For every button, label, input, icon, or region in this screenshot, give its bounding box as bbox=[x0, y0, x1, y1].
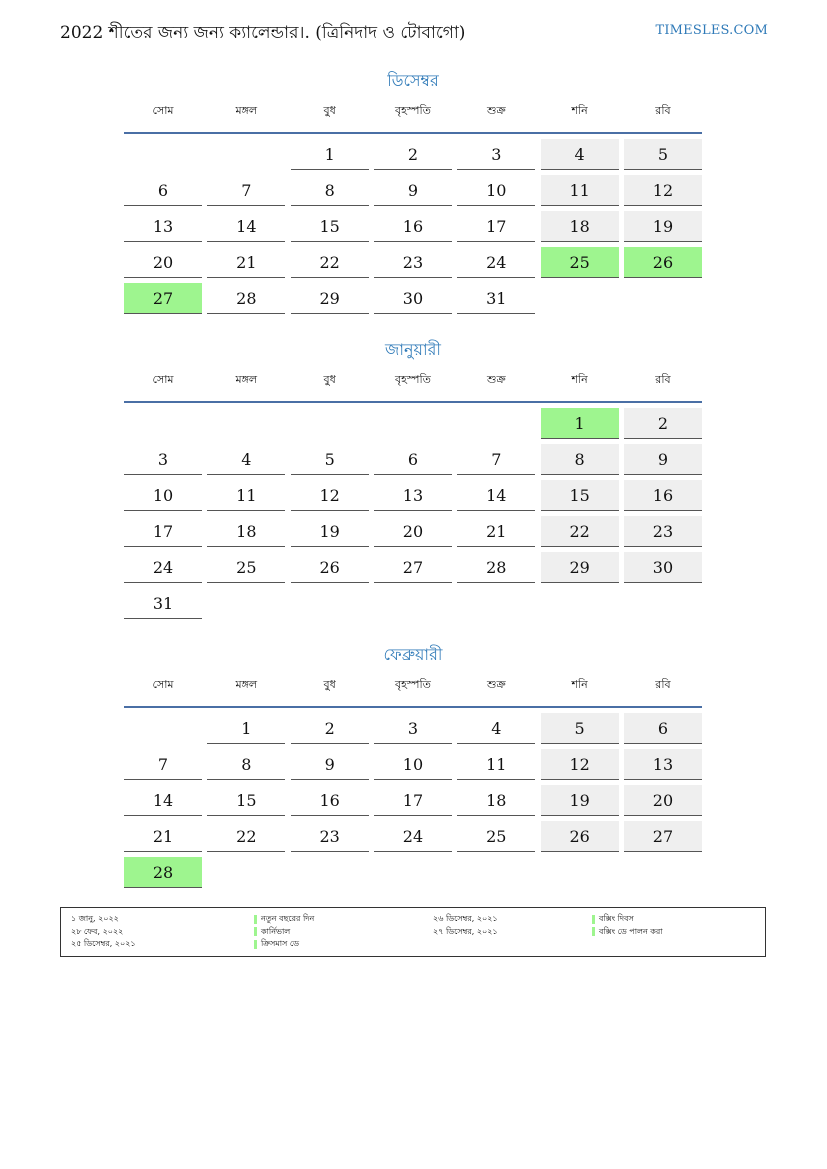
day-cell: 4 bbox=[457, 713, 535, 744]
week-row bbox=[124, 246, 702, 282]
week-row bbox=[124, 174, 702, 210]
empty-day-cell bbox=[207, 408, 285, 439]
holiday-legend bbox=[60, 907, 766, 957]
weekday-label: মঙ্গল bbox=[235, 678, 258, 691]
day-cell: 3 bbox=[374, 713, 452, 744]
legend-date: ২৬ ডিসেম্বর, ২০২১ bbox=[433, 914, 498, 923]
month-title: ফেব্রুয়ারী bbox=[383, 645, 443, 664]
day-cell: 30 bbox=[624, 552, 702, 583]
weekday-label: শুক্র bbox=[486, 373, 506, 386]
day-cell: 3 bbox=[457, 139, 535, 170]
day-cell: 5 bbox=[291, 444, 369, 475]
legend-holiday-item bbox=[592, 913, 663, 926]
day-cell: 26 bbox=[291, 552, 369, 583]
day-cell: 18 bbox=[457, 785, 535, 816]
empty-day-cell bbox=[374, 588, 452, 619]
month-calendar bbox=[124, 68, 702, 318]
day-cell: 27 bbox=[374, 552, 452, 583]
day-cell: 15 bbox=[207, 785, 285, 816]
day-cell: 18 bbox=[541, 211, 619, 242]
holiday-day-cell: 25 bbox=[541, 247, 619, 278]
day-cell: 8 bbox=[207, 749, 285, 780]
legend-holiday-item bbox=[254, 938, 314, 951]
day-cell: 17 bbox=[374, 785, 452, 816]
day-cell: 16 bbox=[291, 785, 369, 816]
weekday-header-row bbox=[124, 94, 702, 134]
holiday-day-cell: 27 bbox=[124, 283, 202, 314]
weekday-label: রবি bbox=[655, 678, 671, 691]
legend-holiday-name: বক্সিং ডে পালন করা bbox=[599, 926, 663, 936]
weeks-grid bbox=[124, 403, 702, 623]
day-cell: 11 bbox=[207, 480, 285, 511]
week-row bbox=[124, 443, 702, 479]
page-header bbox=[60, 18, 768, 46]
day-cell: 6 bbox=[124, 175, 202, 206]
week-row bbox=[124, 407, 702, 443]
day-cell: 5 bbox=[624, 139, 702, 170]
month-title: ডিসেম্বর bbox=[387, 71, 439, 90]
day-cell: 10 bbox=[457, 175, 535, 206]
legend-date: ২৫ ডিসেম্বর, ২০২১ bbox=[71, 939, 136, 948]
week-row bbox=[124, 820, 702, 856]
day-cell: 30 bbox=[374, 283, 452, 314]
holiday-color-marker bbox=[254, 940, 257, 949]
day-cell: 24 bbox=[124, 552, 202, 583]
day-cell: 13 bbox=[374, 480, 452, 511]
day-cell: 6 bbox=[624, 713, 702, 744]
day-cell: 24 bbox=[457, 247, 535, 278]
day-cell: 10 bbox=[124, 480, 202, 511]
legend-holiday-item bbox=[254, 926, 314, 939]
day-cell: 20 bbox=[124, 247, 202, 278]
empty-day-cell bbox=[457, 588, 535, 619]
day-cell: 21 bbox=[207, 247, 285, 278]
weekday-label: মঙ্গল bbox=[235, 104, 258, 117]
day-cell: 22 bbox=[541, 516, 619, 547]
day-cell: 28 bbox=[207, 283, 285, 314]
weekday-label: সোম bbox=[152, 678, 174, 691]
week-row bbox=[124, 282, 702, 318]
day-cell: 4 bbox=[207, 444, 285, 475]
day-cell: 16 bbox=[624, 480, 702, 511]
legend-date: ২৮ ফেব, ২০২২ bbox=[71, 926, 124, 936]
holiday-color-marker bbox=[254, 927, 257, 936]
legend-date: ১ জানু, ২০২২ bbox=[71, 914, 119, 923]
legend-dates-column bbox=[433, 913, 498, 938]
day-cell: 15 bbox=[541, 480, 619, 511]
weekday-label: শনি bbox=[571, 104, 588, 117]
day-cell: 20 bbox=[624, 785, 702, 816]
weekday-label: শুক্র bbox=[486, 104, 506, 117]
day-cell: 12 bbox=[624, 175, 702, 206]
day-cell: 16 bbox=[374, 211, 452, 242]
day-cell: 12 bbox=[541, 749, 619, 780]
weekday-label: বুধ bbox=[323, 104, 336, 117]
legend-holiday-item bbox=[254, 913, 314, 926]
empty-day-cell bbox=[124, 139, 202, 170]
month-calendar bbox=[124, 642, 702, 892]
week-row bbox=[124, 712, 702, 748]
weekday-label: বুধ bbox=[323, 373, 336, 386]
empty-day-cell bbox=[124, 713, 202, 744]
empty-day-cell bbox=[624, 857, 702, 888]
week-row bbox=[124, 551, 702, 587]
legend-holiday-name: ক্রিসমাস ডে bbox=[261, 939, 299, 948]
holiday-day-cell: 28 bbox=[124, 857, 202, 888]
day-cell: 31 bbox=[124, 588, 202, 619]
month-title: জানুয়ারী bbox=[385, 340, 441, 359]
empty-day-cell bbox=[541, 588, 619, 619]
day-cell: 1 bbox=[291, 139, 369, 170]
day-cell: 19 bbox=[624, 211, 702, 242]
day-cell: 2 bbox=[291, 713, 369, 744]
month-calendar bbox=[124, 337, 702, 623]
empty-day-cell bbox=[124, 408, 202, 439]
day-cell: 21 bbox=[457, 516, 535, 547]
empty-day-cell bbox=[374, 857, 452, 888]
day-cell: 23 bbox=[374, 247, 452, 278]
day-cell: 23 bbox=[624, 516, 702, 547]
day-cell: 29 bbox=[541, 552, 619, 583]
weekday-label: শনি bbox=[571, 678, 588, 691]
legend-dates-column bbox=[71, 913, 136, 951]
week-row bbox=[124, 210, 702, 246]
legend-names-column bbox=[254, 913, 314, 951]
week-row bbox=[124, 515, 702, 551]
day-cell: 18 bbox=[207, 516, 285, 547]
empty-day-cell bbox=[457, 857, 535, 888]
day-cell: 2 bbox=[374, 139, 452, 170]
day-cell: 17 bbox=[124, 516, 202, 547]
day-cell: 2 bbox=[624, 408, 702, 439]
day-cell: 11 bbox=[541, 175, 619, 206]
empty-day-cell bbox=[291, 588, 369, 619]
empty-day-cell bbox=[291, 857, 369, 888]
week-row bbox=[124, 479, 702, 515]
legend-holiday-name: কার্নিভাল bbox=[261, 926, 291, 936]
day-cell: 10 bbox=[374, 749, 452, 780]
empty-day-cell bbox=[541, 857, 619, 888]
day-cell: 13 bbox=[624, 749, 702, 780]
empty-day-cell bbox=[624, 283, 702, 314]
empty-day-cell bbox=[457, 408, 535, 439]
day-cell: 23 bbox=[291, 821, 369, 852]
week-row bbox=[124, 784, 702, 820]
day-cell: 1 bbox=[207, 713, 285, 744]
empty-day-cell bbox=[541, 283, 619, 314]
legend-names-column bbox=[592, 913, 663, 938]
day-cell: 14 bbox=[457, 480, 535, 511]
weekday-label: বৃহস্পতি bbox=[395, 104, 431, 117]
legend-holiday-name: বক্সিং দিবস bbox=[599, 914, 634, 923]
day-cell: 5 bbox=[541, 713, 619, 744]
weekday-header-row bbox=[124, 668, 702, 708]
day-cell: 19 bbox=[291, 516, 369, 547]
weekday-label: বুধ bbox=[323, 678, 336, 691]
day-cell: 31 bbox=[457, 283, 535, 314]
empty-day-cell bbox=[624, 588, 702, 619]
empty-day-cell bbox=[374, 408, 452, 439]
day-cell: 27 bbox=[624, 821, 702, 852]
holiday-color-marker bbox=[592, 915, 595, 924]
weekday-label: সোম bbox=[152, 373, 174, 386]
day-cell: 24 bbox=[374, 821, 452, 852]
week-row bbox=[124, 138, 702, 174]
weekday-label: বৃহস্পতি bbox=[395, 373, 431, 386]
day-cell: 14 bbox=[207, 211, 285, 242]
day-cell: 17 bbox=[457, 211, 535, 242]
legend-date: ২৭ ডিসেম্বর, ২০২১ bbox=[433, 926, 498, 936]
page-title: 2022 শীতের জন্য জন্য ক্যালেন্ডার।. (ত্রিনিদাদ ও টোবাগো) bbox=[60, 23, 466, 43]
legend-holiday-item bbox=[592, 926, 663, 939]
day-cell: 15 bbox=[291, 211, 369, 242]
holiday-day-cell: 1 bbox=[541, 408, 619, 439]
day-cell: 25 bbox=[457, 821, 535, 852]
day-cell: 3 bbox=[124, 444, 202, 475]
day-cell: 9 bbox=[291, 749, 369, 780]
day-cell: 11 bbox=[457, 749, 535, 780]
weekday-label: শনি bbox=[571, 373, 588, 386]
day-cell: 19 bbox=[541, 785, 619, 816]
day-cell: 12 bbox=[291, 480, 369, 511]
legend-holiday-name: নতুন বছরের দিন bbox=[261, 914, 315, 923]
weekday-label: মঙ্গল bbox=[235, 373, 258, 386]
weekday-label: শুক্র bbox=[486, 678, 506, 691]
weeks-grid bbox=[124, 134, 702, 318]
week-row bbox=[124, 856, 702, 892]
day-cell: 21 bbox=[124, 821, 202, 852]
day-cell: 4 bbox=[541, 139, 619, 170]
holiday-color-marker bbox=[254, 915, 257, 924]
day-cell: 7 bbox=[124, 749, 202, 780]
site-link[interactable]: TIMESLES.COM bbox=[655, 23, 768, 38]
day-cell: 22 bbox=[291, 247, 369, 278]
week-row bbox=[124, 748, 702, 784]
empty-day-cell bbox=[207, 588, 285, 619]
empty-day-cell bbox=[291, 408, 369, 439]
day-cell: 7 bbox=[457, 444, 535, 475]
day-cell: 20 bbox=[374, 516, 452, 547]
day-cell: 9 bbox=[624, 444, 702, 475]
day-cell: 14 bbox=[124, 785, 202, 816]
weekday-label: সোম bbox=[152, 104, 174, 117]
empty-day-cell bbox=[207, 857, 285, 888]
day-cell: 7 bbox=[207, 175, 285, 206]
day-cell: 28 bbox=[457, 552, 535, 583]
weeks-grid bbox=[124, 708, 702, 892]
weekday-label: রবি bbox=[655, 104, 671, 117]
weekday-header-row bbox=[124, 363, 702, 403]
day-cell: 9 bbox=[374, 175, 452, 206]
holiday-color-marker bbox=[592, 927, 595, 936]
weekday-label: রবি bbox=[655, 373, 671, 386]
day-cell: 13 bbox=[124, 211, 202, 242]
week-row bbox=[124, 587, 702, 623]
day-cell: 22 bbox=[207, 821, 285, 852]
day-cell: 25 bbox=[207, 552, 285, 583]
day-cell: 8 bbox=[291, 175, 369, 206]
day-cell: 8 bbox=[541, 444, 619, 475]
day-cell: 6 bbox=[374, 444, 452, 475]
day-cell: 26 bbox=[541, 821, 619, 852]
holiday-day-cell: 26 bbox=[624, 247, 702, 278]
empty-day-cell bbox=[207, 139, 285, 170]
weekday-label: বৃহস্পতি bbox=[395, 678, 431, 691]
day-cell: 29 bbox=[291, 283, 369, 314]
